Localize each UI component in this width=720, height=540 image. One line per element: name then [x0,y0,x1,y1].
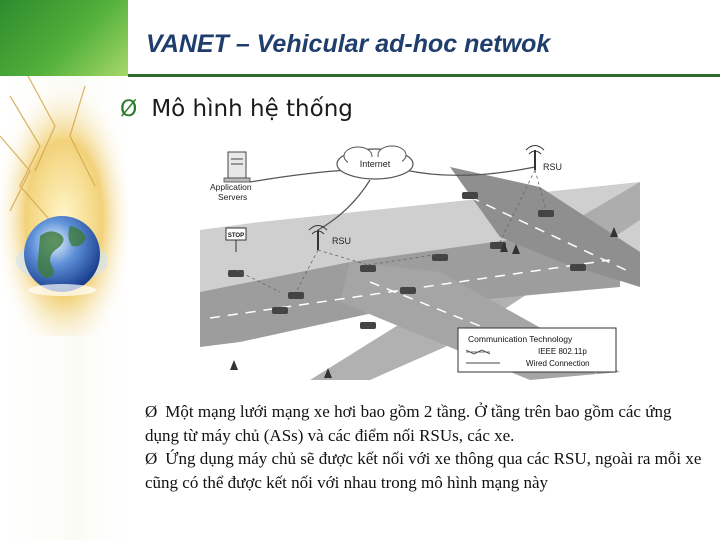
arrow-bullet-icon: Ø [145,449,158,468]
rsu-top-label: RSU [543,162,563,172]
car-icon [538,210,554,217]
legend-wireless: IEEE 802.11p [538,347,587,356]
legend-wired: Wired Connection [526,359,590,368]
car-icon [462,192,478,199]
car-icon [272,307,288,314]
globe-image [0,76,128,336]
title-underline [128,74,720,77]
vanet-diagram [200,142,640,380]
corner-green-band [0,0,128,76]
arrow-bullet-icon: Ø [120,97,138,122]
car-icon [360,322,376,329]
server-icon [224,152,250,182]
car-icon [288,292,304,299]
slide-heading [120,96,353,122]
rsu-mid-label: RSU [332,236,352,246]
paragraph-1-text: Một mạng lưới mạng xe hơi bao gồm 2 tầng. Ở tầng trên bao gồm các ứng dụng từ máy chủ (ASs) và các điểm nối RSUs, các xe. [145,402,672,445]
car-icon [228,270,244,277]
car-icon [570,264,586,271]
diagram-legend [458,328,616,372]
paragraph-1 [145,400,705,447]
arrow-bullet-icon: Ø [145,402,158,421]
servers-label: Servers [218,192,248,202]
car-icon [400,287,416,294]
paragraph-2 [145,447,705,494]
paragraph-2-text: Ứng dụng máy chủ sẽ được kết nối với xe thông qua các RSU, ngoài ra mỗi xe cũng có thể được kết nối với nhau trong mô hình mạng này [145,449,702,492]
car-icon [360,265,376,272]
stop-label: STOP [227,233,245,239]
rsu-tower-icon [526,146,544,171]
legend-title: Communication Technology [468,334,573,344]
heading-text: Mô hình hệ thống [151,96,353,122]
internet-label: Internet [359,159,391,169]
application-label: Application [210,182,252,192]
body-text [145,400,705,494]
slide-title: VANET – Vehicular ad-hoc netwok [146,30,551,58]
internet-cloud [337,146,413,179]
